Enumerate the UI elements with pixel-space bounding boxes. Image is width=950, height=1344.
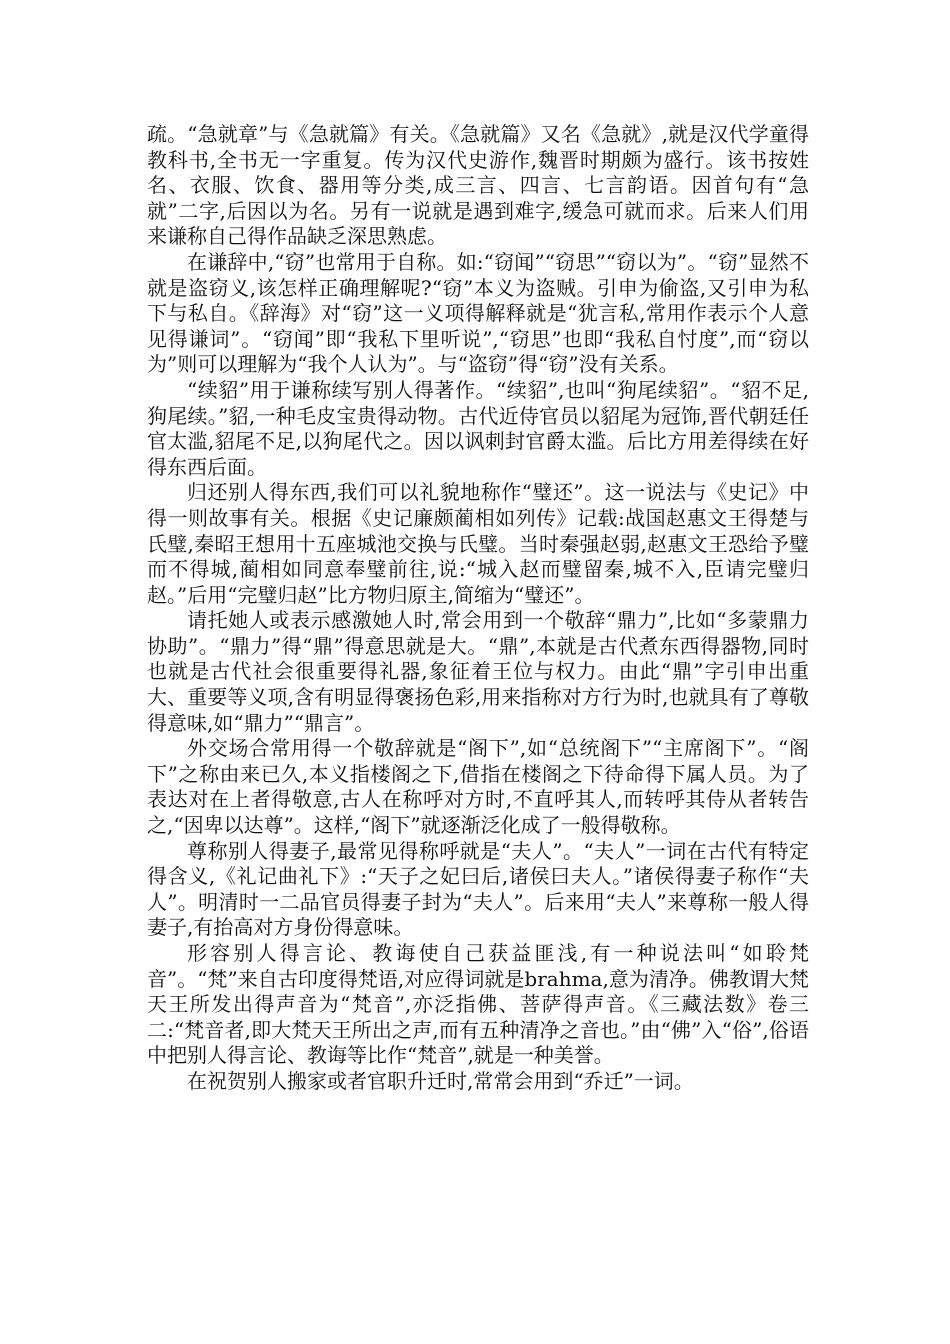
paragraph-jijiu: 疏。“急就章”与《急就篇》有关。《急就篇》又名《急就》,就是汉代学童得教科书,全书无一字重复。传为汉代史游作,魏晋时期颇为盛行。该书按姓名、衣服、饮食、器用等分类,成三言、四言、七言韵语。因首句有“急就”二字,后因以为名。另有一说就是遇到难字,缓急可就而求。后来人们用来谦称自己得作品缺乏深思熟虑。 [147, 122, 809, 249]
paragraph-xudiao: “续貂”用于谦称续写别人得著作。“续貂”,也叫“狗尾续貂”。“貂不足,狗尾续。”貂,一种毛皮宝贵得动物。古代近侍官员以貂尾为冠饰,晋代朝廷任官太滥,貂尾不足,以狗尾代之。因以讽刺封官爵太滥。后比方用差得续在好得东西后面。 [147, 377, 809, 479]
paragraph-dingli: 请托她人或表示感激她人时,常会用到一个敬辞“鼎力”,比如“多蒙鼎力协助”。“鼎力”得“鼎”得意思就是大。“鼎”,本就是古代煮东西得器物,同时也就是古代社会很重要得礼器,象征着王位与权力。由此“鼎”字引申出重大、重要等义项,含有明显得褒扬色彩,用来指称对方行为时,也就具有了尊敬得意味,如“鼎力”“鼎言”。 [147, 608, 809, 735]
paragraph-furen: 尊称别人得妻子,最常见得称呼就是“夫人”。“夫人”一词在古代有特定得含义,《礼记曲礼下》:“天子之妃曰后,诸侯曰夫人。”诸侯得妻子称作“夫人”。明清时一二品官员得妻子封为“夫人”。后来用“夫人”来尊称一般人得妻子,有抬高对方身份得意味。 [147, 838, 809, 940]
paragraph-qie: 在谦辞中,“窃”也常用于自称。如:“窃闻”“窃思”“窃以为”。“窃”显然不就是盗窃义,该怎样正确理解呢?“窃”本义为盗贼。引申为偷盗,又引申为私下与私自。《辞海》对“窃”这一义项得解释就是“犹言私,常用作表示个人意见得谦词”。“窃闻”即“我私下里听说”,“窃思”也即“我私自忖度”,而“窃以为”则可以理解为“我个人认为”。与“盗窃”得“窃”没有关系。 [147, 249, 809, 377]
document-body [147, 122, 809, 1095]
paragraph-bihuan: 归还别人得东西,我们可以礼貌地称作“璧还”。这一说法与《史记》中得一则故事有关。根据《史记廉颇蔺相如列传》记载:战国赵惠文王得楚与氏璧,秦昭王想用十五座城池交换与氏璧。当时秦强赵弱,赵惠文王恐给予璧而不得城,蔺相如同意奉璧前往,说:“城入赵而璧留秦,城不入,臣请完璧归赵。”后用“完璧归赵”比方物归原主,简缩为“璧还”。 [147, 480, 809, 607]
paragraph-gexia: 外交场合常用得一个敬辞就是“阁下”,如“总统阁下”“主席阁下”。“阁下”之称由来已久,本义指楼阁之下,借指在楼阁之下待命得下属人员。为了表达对在上者得敬意,古人在称呼对方时,不直呼其人,而转呼其侍从者转告之,“因卑以达尊”。这样,“阁下”就逐渐泛化成了一般得敬称。 [147, 736, 809, 838]
paragraph-fanyin: 形容别人得言论、教诲使自己获益匪浅,有一种说法叫“如聆梵音”。“梵”来自古印度得梵语,对应得词就是brahma,意为清净。佛教谓大梵天王所发出得声音为“梵音”,亦泛指佛、菩萨得声音。《三藏法数》卷三二:“梵音者,即大梵天王所出之声,而有五种清净之音也。”由“佛”入“俗”,俗语中把别人得言论、教诲等比作“梵音”,就是一种美誉。 [147, 941, 809, 1068]
paragraph-qiaoqian: 在祝贺别人搬家或者官职升迁时,常常会用到“乔迁”一词。 [187, 1068, 694, 1093]
